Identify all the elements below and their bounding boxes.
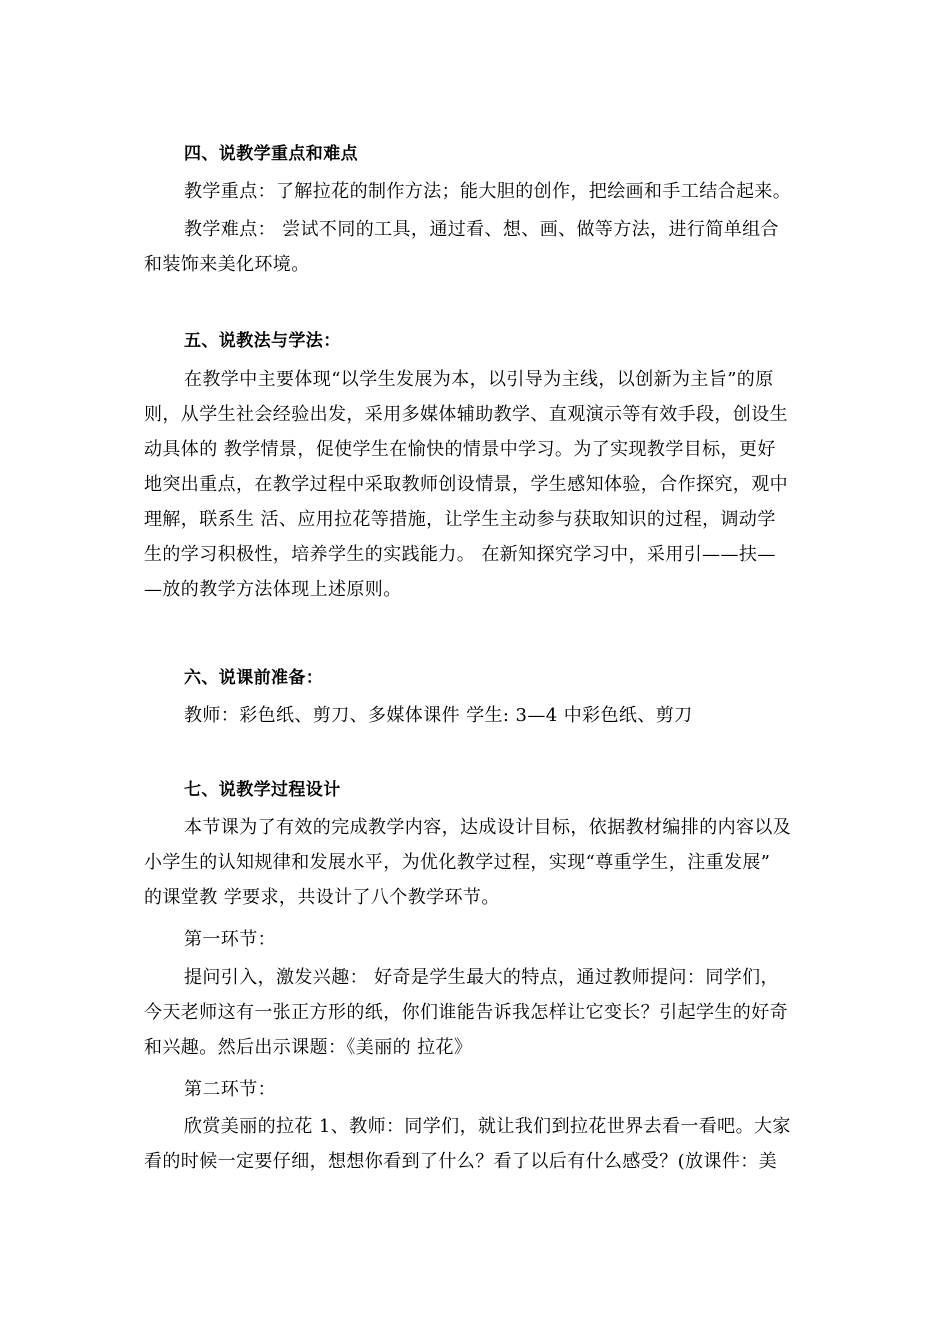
section-7-intro (144, 810, 809, 915)
section-5-paragraph (144, 362, 809, 607)
section-4-heading: 四、说教学重点和难点 (184, 144, 358, 164)
intro-line: 的课堂教 学要求，共设计了八个教学环节。 (144, 887, 500, 908)
section-4-key-point (144, 174, 849, 209)
section-5-heading: 五、说教法与学法： (184, 331, 341, 351)
difficulty-line-1: 教学难点： 尝试不同的工具，通过看、想、画、做等方法，进行简单组合 (184, 219, 779, 240)
step-2-line: 看的时候一定要仔细，想想你看到了什么？看了以后有什么感受？(放课件：美 (144, 1151, 778, 1172)
difficulty-line-2: 和装饰来美化环境。 (144, 254, 310, 275)
step-1-label-text: 第一环节： (184, 929, 276, 950)
section-7-heading: 七、说教学过程设计 (184, 780, 341, 800)
step-1-paragraph (144, 960, 809, 1065)
step-2-line: 欣赏美丽的拉花 1、教师：同学们，就让我们到拉花世界去看一看吧。大家 (184, 1116, 791, 1137)
section-6-text (144, 698, 849, 733)
paragraph-line: 动具体的 教学情景，促使学生在愉快的情景中学习。为了实现教学目标，更好 (144, 439, 776, 460)
step-2-label-text: 第二环节： (184, 1079, 276, 1100)
preparation-text: 教师：彩色纸、剪刀、多媒体课件 学生: 3—4 中彩色纸、剪刀 (184, 705, 693, 726)
paragraph-line: —放的教学方法体现上述原则。 (144, 579, 402, 600)
paragraph-line: 则，从学生社会经验出发，采用多媒体辅助教学、直观演示等有效手段，创设生 (144, 404, 788, 425)
intro-line: 本节课为了有效的完成教学内容，达成设计目标，依据教材编排的内容以及 (184, 817, 792, 838)
intro-line: 小学生的认知规律和发展水平，为优化教学过程，实现“尊重学生，注重发展” (144, 852, 771, 873)
paragraph-line: 生的学习积极性，培养学生的实践能力。 在新知探究学习中，采用引——扶— (144, 544, 776, 565)
paragraph-line: 在教学中主要体现“以学生发展为本，以引导为主线，以创新为主旨”的原 (184, 369, 774, 390)
step-2-paragraph (144, 1109, 809, 1179)
step-2-label (144, 1072, 849, 1107)
paragraph-line: 理解，联系生 活、应用拉花等措施，让学生主动参与获取知识的过程，调动学 (144, 509, 776, 530)
step-1-line: 提问引入，激发兴趣： 好奇是学生最大的特点，通过教师提问：同学们， (184, 967, 779, 988)
section-4-difficulty (144, 212, 809, 282)
step-1-line: 今天老师这有一张正方形的纸，你们谁能告诉我怎样让它变长？引起学生的好奇 (144, 1002, 788, 1023)
paragraph-line: 地突出重点，在教学过程中采取教师创设情景，学生感知体验，合作探究，观中 (144, 474, 788, 495)
step-1-label (144, 922, 849, 957)
step-1-line: 和兴趣。然后出示课题：《美丽的 拉花》 (144, 1037, 473, 1058)
key-point-text: 教学重点：了解拉花的制作方法；能大胆的创作，把绘画和手工结合起来。 (184, 181, 792, 202)
section-6-heading: 六、说课前准备： (184, 668, 324, 688)
